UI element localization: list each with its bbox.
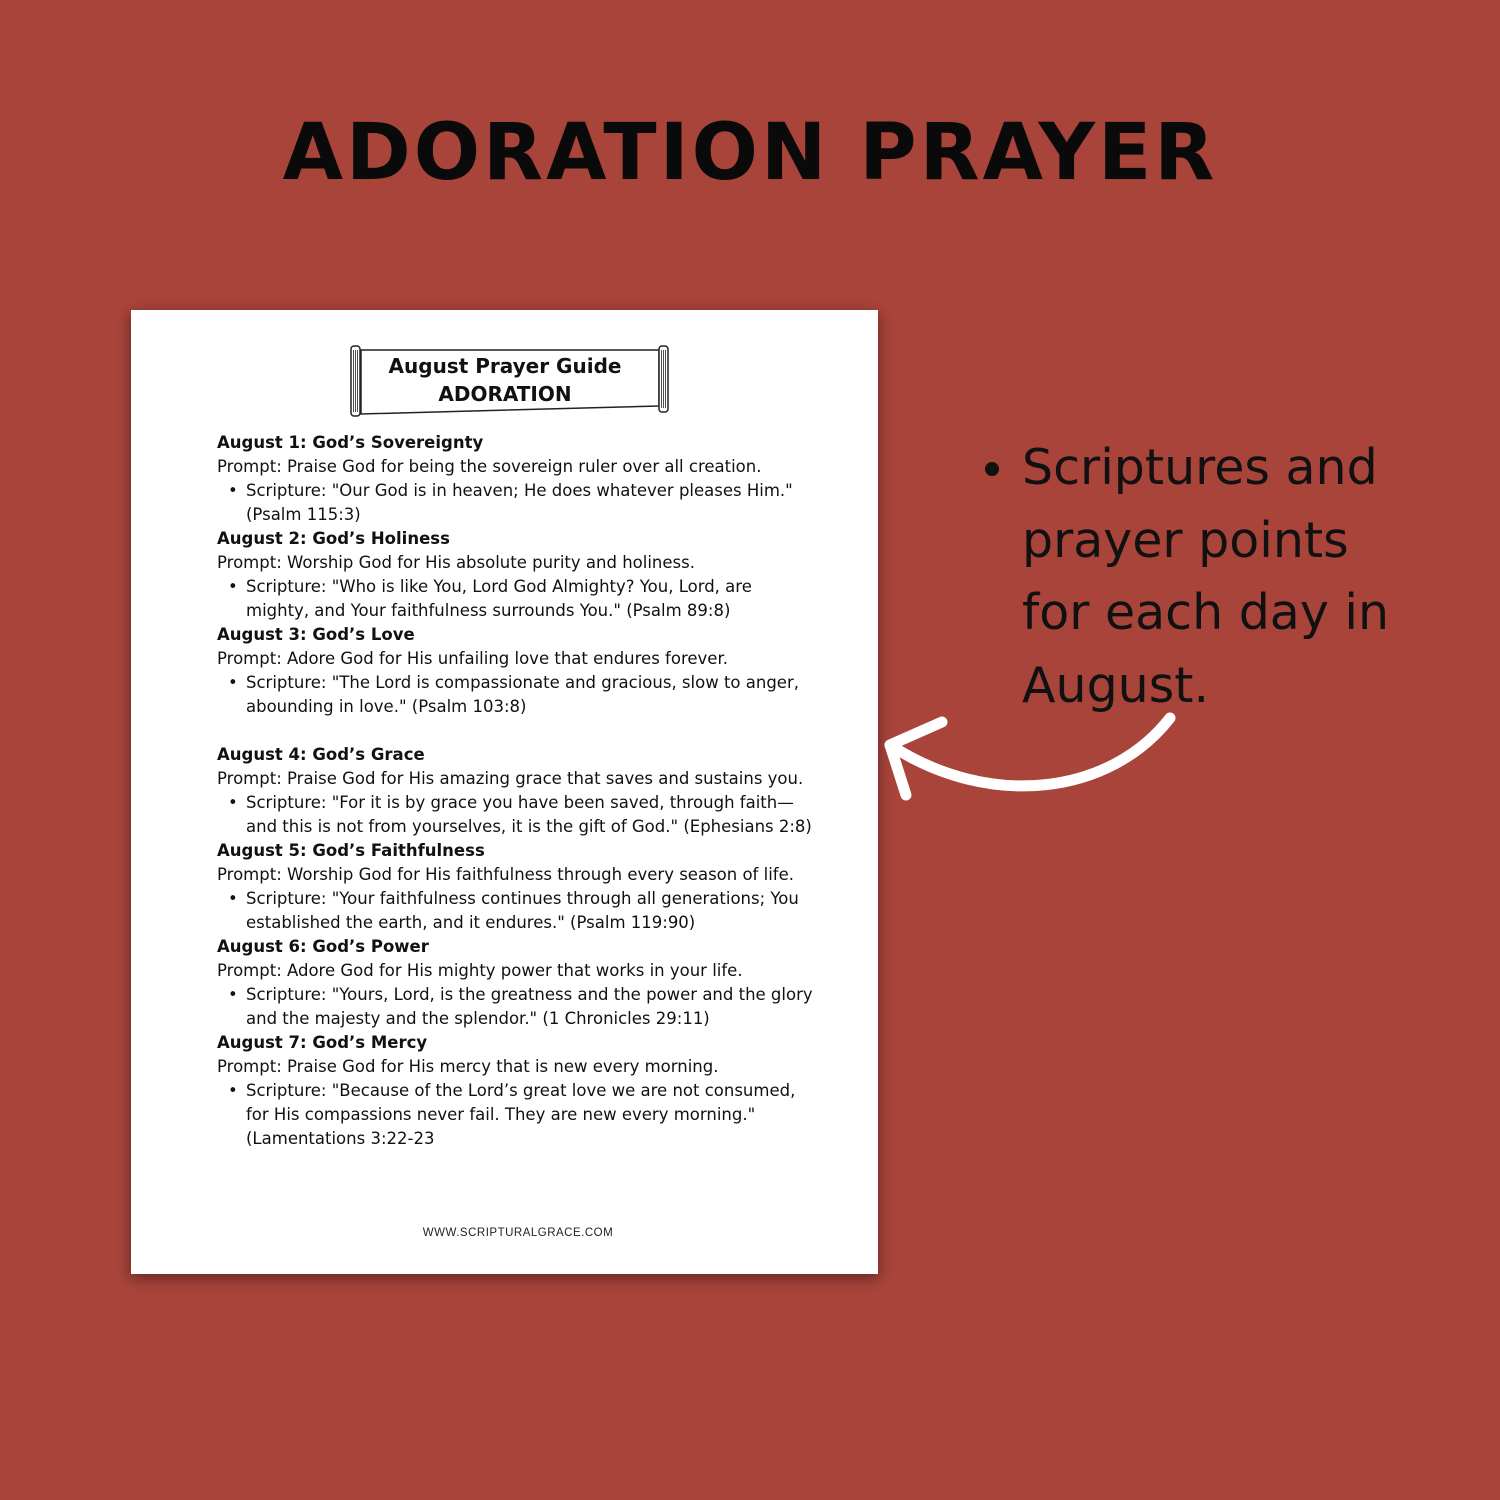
entry-scripture <box>217 1079 817 1151</box>
banner-title: August Prayer Guide <box>388 354 622 378</box>
scripture-text: Scripture: "Who is like You, Lord God Almighty? You, Lord, are mighty, and Your faithfulness surrounds You." (Psalm 89:8) <box>246 577 752 620</box>
bullet-icon: • <box>228 985 238 1004</box>
entry-heading: August 3: God’s Love <box>217 625 415 644</box>
entry-august-4 <box>217 743 817 839</box>
entry-prompt: Prompt: Worship God for His faithfulness through every season of life. <box>217 865 794 884</box>
entry-scripture <box>217 983 817 1031</box>
entry-heading: August 1: God’s Sovereignty <box>217 433 484 452</box>
entry-prompt: Prompt: Adore God for His mighty power that works in your life. <box>217 961 743 980</box>
scripture-text: Scripture: "Our God is in heaven; He does whatever pleases Him." (Psalm 115:3) <box>246 481 793 524</box>
scripture-text: Scripture: "Because of the Lord’s great love we are not consumed, for His compassions never fail. They are new every morning." (Lamentations 3:22-23 <box>246 1081 796 1148</box>
callout-bullet-icon <box>985 462 999 476</box>
entry-august-1 <box>217 431 817 527</box>
bullet-icon: • <box>228 673 238 692</box>
curved-arrow-icon <box>870 700 1190 810</box>
scripture-text: Scripture: "Yours, Lord, is the greatness and the power and the glory and the majesty and the splendor." (1 Chronicles 29:11) <box>246 985 813 1028</box>
prayer-entries <box>217 431 817 1151</box>
scripture-text: Scripture: "For it is by grace you have been saved, through faith—and this is not from yourselves, it is the gift of God." (Ephesians 2:8) <box>246 793 812 836</box>
entry-heading: August 6: God’s Power <box>217 937 429 956</box>
entry-scripture <box>217 479 817 527</box>
entry-scripture <box>217 575 817 623</box>
bullet-icon: • <box>228 1081 238 1100</box>
entry-august-7 <box>217 1031 817 1151</box>
entry-spacer <box>217 719 817 743</box>
entry-scripture <box>217 791 817 839</box>
entry-prompt: Prompt: Praise God for being the sovereign ruler over all creation. <box>217 457 762 476</box>
entry-prompt: Prompt: Adore God for His unfailing love that endures forever. <box>217 649 728 668</box>
entry-heading: August 2: God’s Holiness <box>217 529 450 548</box>
entry-scripture <box>217 671 817 719</box>
entry-heading: August 5: God’s Faithfulness <box>217 841 485 860</box>
scripture-text: Scripture: "Your faithfulness continues through all generations; You established the earth, and it endures." (Psalm 119:90) <box>246 889 799 932</box>
entry-august-6 <box>217 935 817 1031</box>
bullet-icon: • <box>228 793 238 812</box>
entry-heading: August 4: God’s Grace <box>217 745 425 764</box>
entry-august-5 <box>217 839 817 935</box>
entry-prompt: Prompt: Worship God for His absolute purity and holiness. <box>217 553 695 572</box>
entry-august-2 <box>217 527 817 623</box>
entry-heading: August 7: God’s Mercy <box>217 1033 428 1052</box>
entry-prompt: Prompt: Praise God for His mercy that is new every morning. <box>217 1057 719 1076</box>
bullet-icon: • <box>228 481 238 500</box>
banner-subtitle: ADORATION <box>438 382 572 406</box>
prayer-guide-page <box>131 310 878 1274</box>
footer-url: WWW.SCRIPTURALGRACE.COM <box>422 1227 614 1239</box>
page-title: ADORATION PRAYER <box>282 108 1218 198</box>
scroll-banner <box>349 344 671 420</box>
callout-text: Scriptures and prayer points for each day in August. <box>1022 439 1390 714</box>
entry-prompt: Prompt: Praise God for His amazing grace that saves and sustains you. <box>217 769 804 788</box>
scripture-text: Scripture: "The Lord is compassionate and gracious, slow to anger, abounding in love." (Psalm 103:8) <box>246 673 799 716</box>
entry-scripture <box>217 887 817 935</box>
bullet-icon: • <box>228 889 238 908</box>
entry-august-3 <box>217 623 817 719</box>
bullet-icon: • <box>228 577 238 596</box>
